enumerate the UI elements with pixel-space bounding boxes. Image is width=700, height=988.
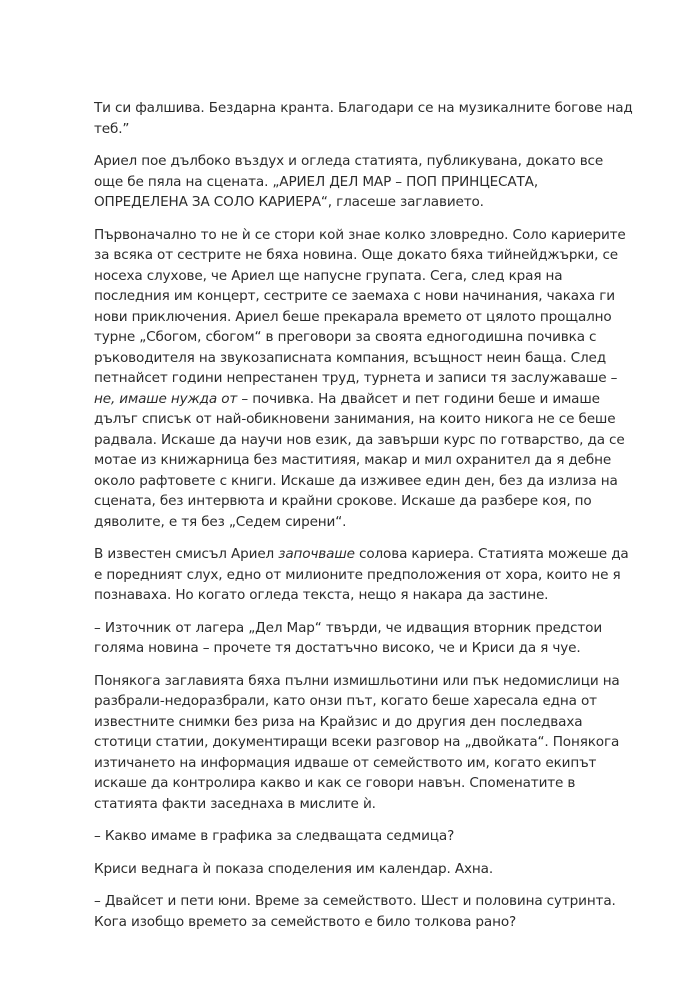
- paragraph: [94, 618, 634, 659]
- paragraph: [94, 225, 634, 533]
- emphasis-text: не, имаше нужда от: [94, 390, 238, 407]
- paragraph-text: Ариел пое дълбоко въздух и огледа статията, публикувана, докато все още бе пяла на сцената. „АРИЕЛ ДЕЛ МАР – ПОП ПРИНЦЕСАТА, ОПРЕДЕЛЕНА ЗА СОЛО КАРИЕРА“, гласеше заглавието.: [94, 153, 604, 210]
- paragraph-text: Понякога заглавията бяха пълни измишльотини или пък недомислици на разбрали-недоразбрали, като онзи път, когато беше харесала една от известните снимки без риза на Крайзис и до другия ден последваха стотици статии, документиращи всеки разговор на „двойката“. Понякога изтичането на информация идваше от семейството им, когато екипът искаше да контролира какво и как се говори навън. Споменатите в статията факти заседнаха в мислите ѝ.: [94, 672, 620, 812]
- paragraph-text: Криси веднага ѝ показа споделения им календар. Ахна.: [94, 860, 493, 877]
- paragraph: [94, 891, 634, 932]
- paragraph-text: Първоначално то не ѝ се стори кой знае колко зловредно. Соло кариерите за всяка от сестрите не бяха новина. Още докато бяха тийнейджърки, се носеха слухове, че Ариел ще напусне групата. Сега, след края на последния им концерт, сестрите се заемаха с нови начинания, чакаха ги нови приключения. Ариел беше прекарала времето от цялото прощално турне „Сбогом, сбогом“ в преговори за своята едногодишна почивка с ръководителя на звукозаписната компания, всъщност неин баща. След петнайсет години непрестанен труд, турнета и записи тя заслужаваше –: [94, 226, 626, 386]
- paragraph-text: Ти си фалшива. Бездарна кранта. Благодари се на музикалните богове над теб.”: [94, 100, 633, 137]
- emphasis-text: започваше: [278, 546, 355, 562]
- paragraph: [94, 151, 634, 213]
- paragraph-text: – Какво имаме в графика за следващата седмица?: [94, 828, 455, 844]
- paragraph-text: – Двайсет и пети юни. Време за семейството. Шест и половина сутринта. Кога изобщо времето за семейството е било толкова рано?: [94, 893, 616, 930]
- paragraph-text: солова кариера. Статията можеше да е поредният слух, едно от милионите предположения от хора, които не я познаваха. Но когато огледа текста, нещо я накара да застине.: [94, 546, 629, 603]
- paragraph-text: – Източник от лагера „Дел Мар“ твърди, че идващия вторник предстои голяма новина – прочете тя достатъчно високо, че и Криси да я чуе.: [94, 619, 603, 656]
- paragraph-text: В известен смисъл Ариел: [94, 546, 279, 562]
- paragraph: [94, 859, 634, 880]
- paragraph-text: – почивка. На двайсет и пет години беше и имаше дълъг списък от най-обикновени занимания, на които никога не се беше радвала. Искаше да научи нов език, да завърши курс по готварство, да се мотае из книжарница без маститияя, макар и мил охранител да я дебне около рафтовете с книги. Искаше да изживее един ден, без да излиза на сцената, без интервюта и крайни срокове. Искаше да разбере коя, по дяволите, е тя без „Седем сирени“.: [94, 390, 625, 530]
- paragraph: [94, 826, 634, 847]
- body-text: [94, 98, 634, 944]
- paragraph: [94, 544, 634, 606]
- paragraph: [94, 98, 634, 139]
- paragraph: [94, 671, 634, 815]
